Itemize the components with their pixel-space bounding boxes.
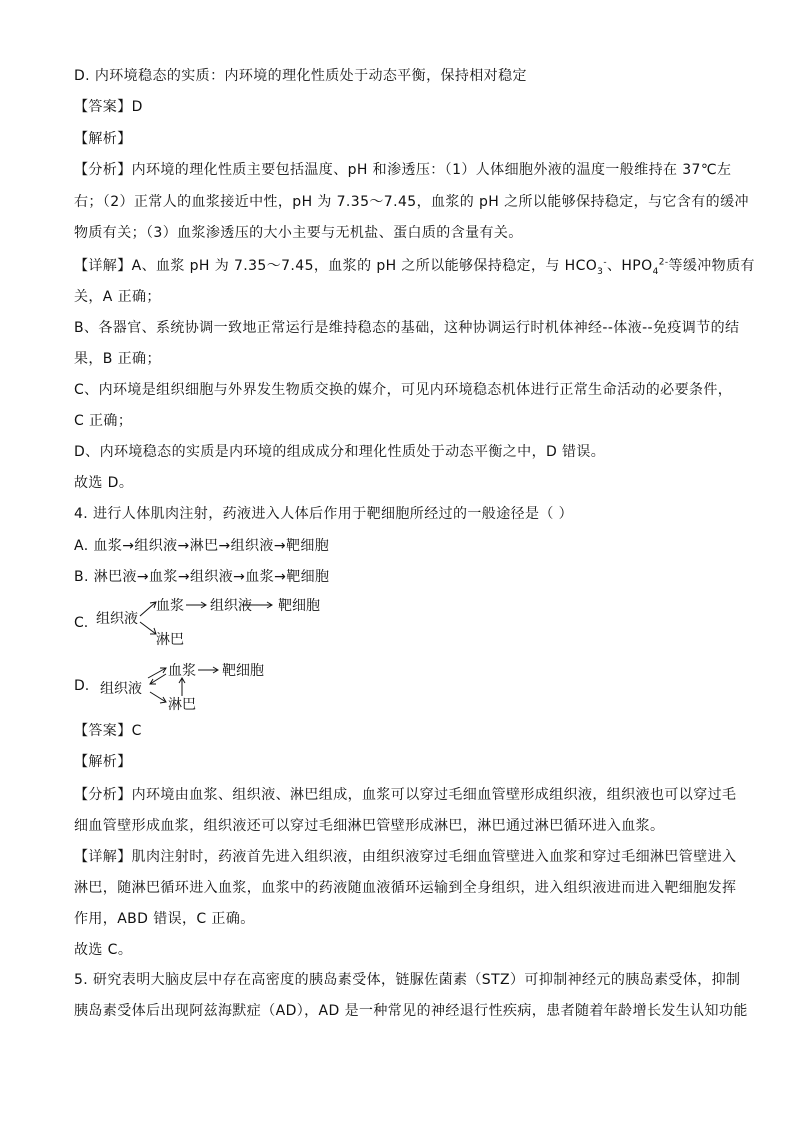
detail-text-line: 果，B 正确； xyxy=(74,351,161,367)
option-c-label: C. xyxy=(74,615,89,631)
option-d-label: D. xyxy=(74,678,90,694)
choice-line-q4: 故选 C。 xyxy=(74,942,133,958)
option-c-diagram xyxy=(70,592,370,656)
detail-text-line: 关，A 正确； xyxy=(74,289,161,305)
analysis-text-line: 【分析】内环境的理化性质主要包括温度、pH 和渗透压：（1）人体细胞外液的温度一般维持在 37℃左 xyxy=(74,162,732,178)
superscript: - xyxy=(603,257,607,268)
option-a-q4: A. 血浆→组织液→淋巴→组织液→靶细胞 xyxy=(74,538,330,554)
analysis-text-line: 细血管壁形成血浆，组织液还可以穿过毛细淋巴管壁形成淋巴，淋巴通过淋巴循环进入血浆。 xyxy=(74,818,665,834)
detail-text-line: B、各器官、系统协调一致地正常运行是维持稳态的基础，这种协调运行时机体神经--体液--免疫调节的结 xyxy=(74,320,740,336)
analysis-heading-q3: 【解析】 xyxy=(74,131,132,147)
detail-text-line: D、内环境稳态的实质是内环境的组成成分和理化性质处于动态平衡之中，D 错误。 xyxy=(74,444,606,460)
detail-text-part: 【详解】A、血浆 pH 为 7.35～7.45，血浆的 pH 之所以能够保持稳定，与 HCO xyxy=(74,258,598,274)
detail-text-line xyxy=(74,256,755,276)
tissue-fluid-node: 组织液 xyxy=(100,681,142,697)
analysis-text-line: 右；（2）正常人的血浆接近中性，pH 为 7.35～7.45，血浆的 pH 之所以能够保持稳定，与它含有的缓冲 xyxy=(74,194,749,210)
arrow-tissue-to-lymph xyxy=(150,692,166,702)
subscript: 3 xyxy=(597,266,604,277)
detail-text-part: 等缓冲物质有 xyxy=(668,258,755,274)
analysis-text-line: 【分析】内环境由血浆、组织液、淋巴组成，血浆可以穿过毛细血管壁形成组织液，组织液也可以穿过毛 xyxy=(74,787,737,803)
tissue-fluid-node: 组织液 xyxy=(210,598,252,614)
question-5-stem: 胰岛素受体后出现阿兹海默症（AD），AD 是一种常见的神经退行性疾病，患者随着年龄增长发生认知功能 xyxy=(74,1003,748,1019)
plasma-node: 血浆 xyxy=(168,663,196,679)
detail-text-line: C、内环境是组织细胞与外界发生物质交换的媒介，可见内环境稳态机体进行正常生命活动的必要条件， xyxy=(74,382,733,398)
tissue-fluid-node: 组织液 xyxy=(96,611,138,627)
arrow-tissue-to-lymph xyxy=(140,622,156,634)
arrow-tissue-to-plasma xyxy=(140,602,156,616)
plasma-node: 血浆 xyxy=(156,598,184,614)
question-5-stem: 5. 研究表明大脑皮层中存在高密度的胰岛素受体，链脲佐菌素（STZ）可抑制神经元的胰岛素受体，抑制 xyxy=(74,972,741,988)
detail-text-line: 作用，ABD 错误，C 正确。 xyxy=(74,911,255,927)
target-cell-node: 靶细胞 xyxy=(222,663,264,679)
lymph-node: 淋巴 xyxy=(156,632,184,648)
subscript: 4 xyxy=(652,266,659,277)
detail-text-part: 、HPO xyxy=(606,258,653,274)
answer-q3: 【答案】D xyxy=(74,99,143,115)
target-cell-node: 靶细胞 xyxy=(278,598,320,614)
detail-text-line: 【详解】肌肉注射时，药液首先进入组织液，由组织液穿过毛细血管壁进入血浆和穿过毛细淋巴管壁进入 xyxy=(74,849,737,865)
arrowhead xyxy=(150,679,156,684)
detail-text-line: C 正确； xyxy=(74,413,133,429)
analysis-heading-q4: 【解析】 xyxy=(74,754,132,770)
superscript: 2- xyxy=(658,257,669,268)
analysis-text-line: 物质有关；（3）血浆渗透压的大小主要与无机盐、蛋白质的含量有关。 xyxy=(74,225,523,241)
answer-q4: 【答案】C xyxy=(74,723,142,739)
option-d-diagram xyxy=(70,656,370,720)
detail-text-line: 淋巴，随淋巴循环进入血浆，血浆中的药液随血液循环运输到全身组织，进入组织液进而进入靶细胞发挥 xyxy=(74,880,737,896)
lymph-node: 淋巴 xyxy=(168,697,196,713)
option-d-q3: D. 内环境稳态的实质：内环境的理化性质处于动态平衡，保持相对稳定 xyxy=(74,68,527,84)
question-4-stem: 4. 进行人体肌肉注射，药液进入人体后作用于靶细胞所经过的一般途径是（ ） xyxy=(74,506,574,522)
choice-line-q3: 故选 D。 xyxy=(74,475,134,491)
option-b-q4: B. 淋巴液→血浆→组织液→血浆→靶细胞 xyxy=(74,569,330,585)
